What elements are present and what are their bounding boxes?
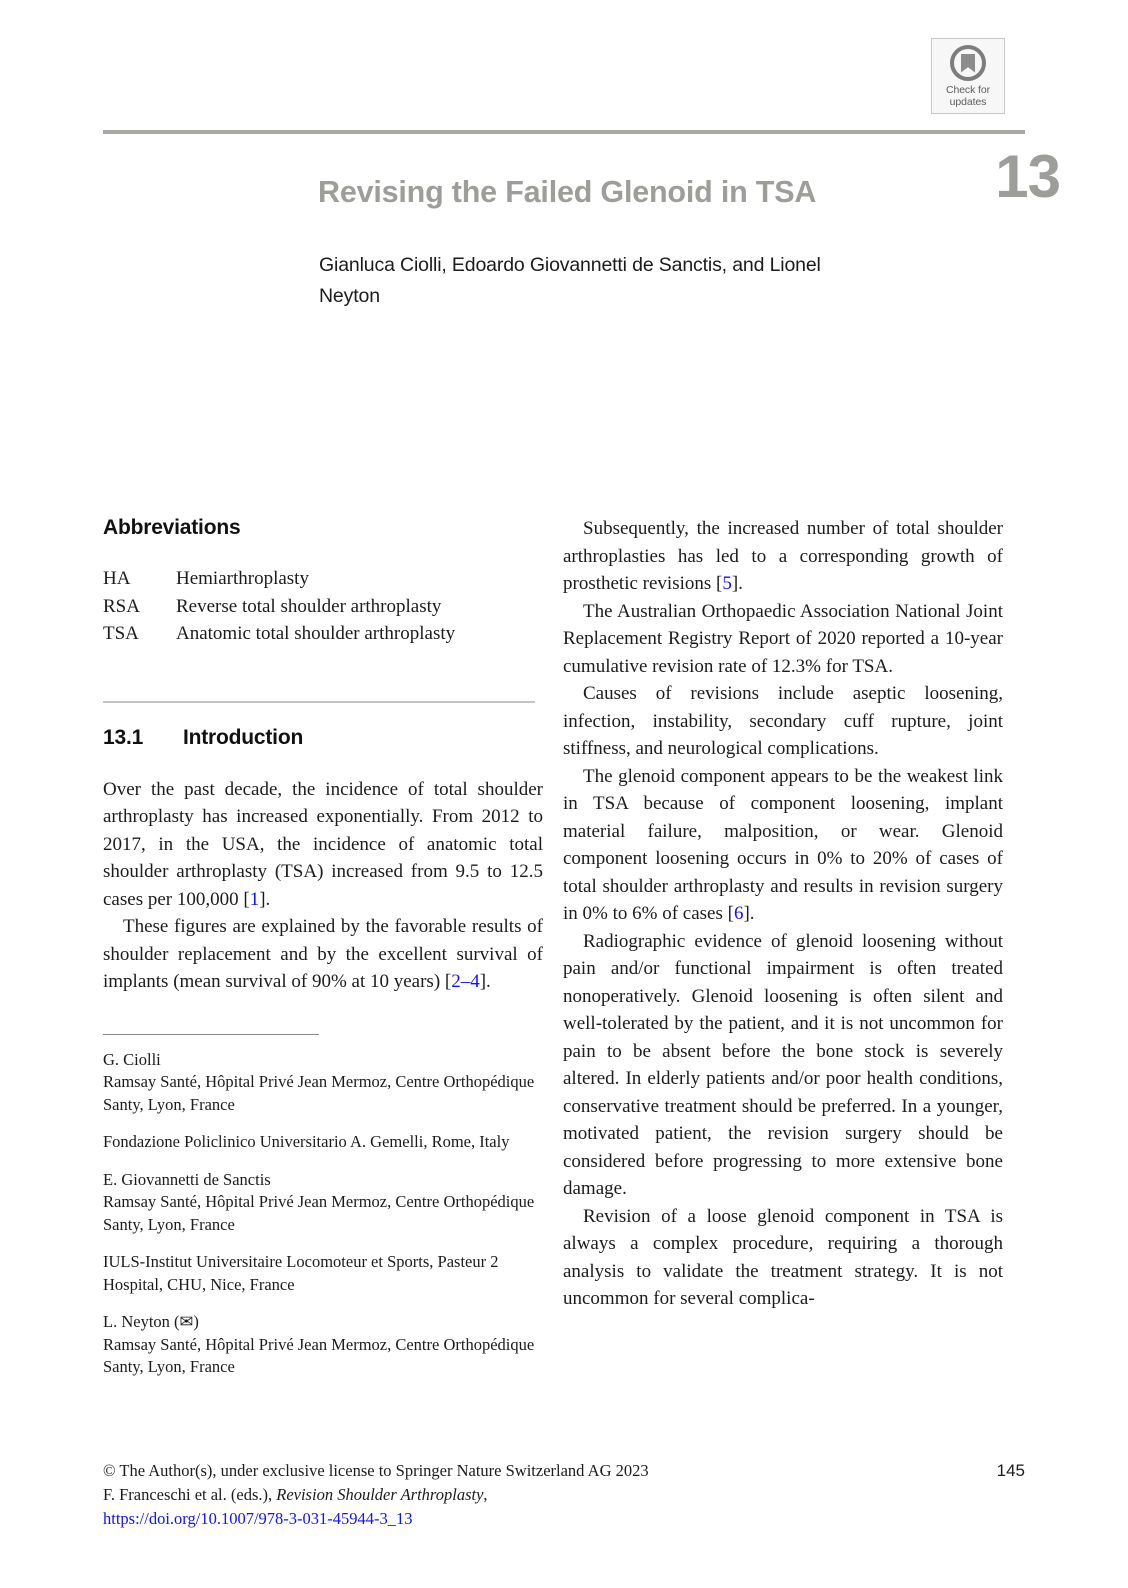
affiliation-block — [103, 1131, 543, 1154]
paragraph-intro-1 — [103, 776, 543, 914]
paragraph-text: These figures are explained by the favorable results of shoulder replacement and by the excellent survival of implants (mean survival of 90% at 10 years) [ — [103, 916, 543, 992]
paragraph-text-tail: ]. — [479, 971, 491, 992]
citation-link-2-4[interactable]: 2–4 — [451, 971, 480, 992]
editors-text: F. Franceschi et al. (eds.), — [103, 1485, 277, 1504]
paragraph-subsequently — [563, 515, 1003, 598]
paragraph-text-tail: ]. — [743, 903, 755, 924]
paragraph-radiographic: Radiographic evidence of glenoid loosening without pain and/or functional impairment is often treated nonoperatively. Glenoid loosening is often silent and well-tolerated by the patient, and it is not uncommon for pain to be absent before the bone stock is severely altered. In elderly patients and/or poor health conditions, conservative treatment should be preferred. In a younger, motivated patient, the revision surgery should be considered before progressing to more extensive bone damage. — [563, 930, 1003, 1199]
bookmark-shape — [961, 54, 975, 73]
affiliation-address: Ramsay Santé, Hôpital Privé Jean Mermoz, Centre Orthopédique Santy, Lyon, France — [103, 1334, 535, 1376]
section-number: 13.1 — [103, 725, 144, 749]
paragraph-revision: Revision of a loose glenoid component in TSA is always a complex procedure, requiring a thorough analysis to validate the treatment strategy. It is not uncommon for several complica- — [563, 1205, 1003, 1309]
check-for-updates-badge[interactable] — [931, 38, 1005, 114]
affiliation-name: E. Giovannetti de Sanctis — [103, 1169, 271, 1189]
abbreviation-value: Anatomic total shoulder arthroplasty — [176, 623, 456, 644]
footnote-divider — [103, 1034, 319, 1035]
affiliation-address: Fondazione Policlinico Universitario A. Gemelli, Rome, Italy — [103, 1132, 510, 1151]
paragraph-text-tail: ]. — [259, 888, 271, 910]
abbreviation-value: Hemiarthroplasty — [176, 568, 309, 589]
paragraph-text-tail: ]. — [731, 573, 743, 594]
page-title: Revising the Failed Glenoid in TSA — [318, 175, 817, 210]
section-divider — [103, 701, 535, 703]
paragraph-registry: The Australian Orthopaedic Association National Joint Replacement Registry Report of 2020 reported a 10-year cumulative revision rate of 12.3% for TSA. — [563, 600, 1003, 677]
affiliation-block — [103, 1251, 543, 1296]
badge-line-2: updates — [949, 96, 987, 108]
abbreviation-key: TSA — [103, 623, 139, 644]
page-number: 145 — [996, 1461, 1025, 1480]
affiliation-name: L. Neyton (✉) — [103, 1312, 199, 1331]
paragraph-intro-2 — [103, 913, 543, 996]
check-for-updates-caption — [946, 84, 990, 108]
affiliation-block — [103, 1311, 543, 1379]
paragraph-text: Over the past decade, the incidence of total shoulder arthroplasty has increased exponentially. From 2012 to 2017, in the USA, the incidence of anatomic total shoulder arthroplasty (TSA) increased from 9.5 to 12.5 cases per 100,000 [ — [103, 778, 543, 910]
left-column — [103, 515, 543, 1379]
doi-link[interactable]: https://doi.org/10.1007/978-3-031-45944-3_13 — [103, 1509, 413, 1528]
paragraph-causes: Causes of revisions include aseptic loosening, infection, instability, secondary cuff rupture, joint stiffness, and neurological complications. — [563, 683, 1003, 759]
abbreviation-row — [103, 565, 543, 593]
paragraph-text: Subsequently, the increased number of total shoulder arthroplasties has led to a corresponding growth of prosthetic revisions [ — [563, 518, 1003, 594]
author-list: Gianluca Ciolli, Edoardo Giovannetti de Sanctis, and Lionel Neyton — [319, 254, 821, 307]
badge-line-1: Check for — [945, 84, 991, 96]
copyright-line: © The Author(s), under exclusive license to Springer Nature Switzerland AG 2023 — [103, 1461, 649, 1480]
paragraph-glenoid-component — [563, 763, 1003, 928]
citation-link-1[interactable]: 1 — [249, 888, 260, 910]
abbreviation-row — [103, 593, 543, 621]
abbreviation-key: HA — [103, 568, 131, 589]
affiliation-block — [103, 1049, 543, 1117]
citation-link-6[interactable]: 6 — [733, 903, 744, 924]
abbreviation-row — [103, 620, 543, 648]
abbreviation-value: Reverse total shoulder arthroplasty — [176, 595, 442, 617]
chapter-number: 13 — [995, 143, 1060, 210]
affiliation-address: Ramsay Santé, Hôpital Privé Jean Mermoz, Centre Orthopédique Santy, Lyon, France — [103, 1192, 535, 1234]
section-title: Introduction — [183, 725, 304, 749]
page-footer — [103, 1459, 1025, 1531]
editors-line — [103, 1483, 1025, 1507]
book-title-comma: , — [483, 1485, 488, 1504]
affiliation-address: Ramsay Santé, Hôpital Privé Jean Mermoz, Centre Orthopédique Santy, Lyon, France — [103, 1072, 535, 1114]
citation-link-5[interactable]: 5 — [722, 573, 732, 594]
affiliation-block — [103, 1169, 543, 1237]
header-divider — [103, 130, 1025, 134]
abbreviation-key: RSA — [103, 595, 140, 617]
book-title: Revision Shoulder Arthroplasty — [276, 1485, 484, 1504]
section-heading — [103, 725, 543, 751]
abbreviations-heading: Abbreviations — [103, 516, 241, 539]
paragraph-text: The glenoid component appears to be the weakest link in TSA because of component loosening, implant material failure, malposition, or wear. Glenoid component loosening occurs in 0% to 20% of cases of total shoulder arthroplasty and results in revision surgery in 0% to 6% of cases [ — [563, 765, 1003, 924]
affiliation-address: IULS-Institut Universitaire Locomoteur et Sports, Pasteur 2 Hospital, CHU, Nice, France — [103, 1252, 499, 1294]
bookmark-in-circle-icon — [950, 45, 986, 81]
abbreviations-list — [103, 565, 543, 648]
right-column — [563, 515, 1003, 1313]
affiliation-name: G. Ciolli — [103, 1049, 161, 1069]
